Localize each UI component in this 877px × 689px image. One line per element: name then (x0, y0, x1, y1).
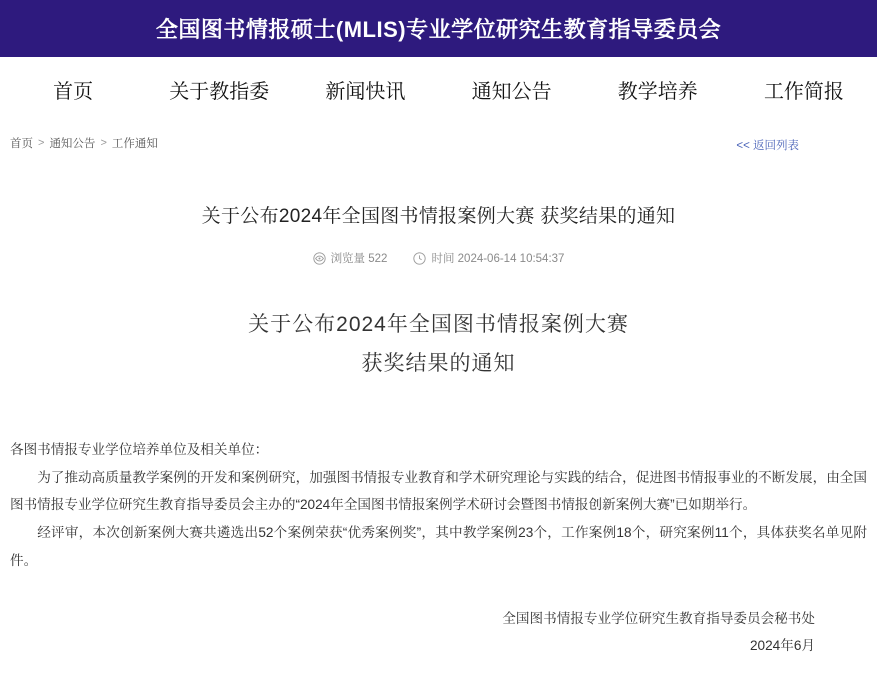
back-to-list-link[interactable]: << 返回列表 (736, 140, 799, 152)
document-title-line-1: 关于公布2024年全国图书情报案例大赛 (248, 313, 629, 336)
nav-item-news[interactable]: 新闻快讯 (325, 81, 406, 103)
document-paragraph-1: 各图书情报专业学位培养单位及相关单位： (10, 441, 269, 457)
document-body (10, 436, 867, 575)
document-paragraph-3: 经评审，本次创新案例大赛共遴选出52个案例荣获“优秀案例奖”，其中教学案例23个，工作案例18个，研究案例11个，具体获奖名单见附件。 (10, 525, 867, 569)
views-label: 浏览量 522 (330, 253, 388, 265)
breadcrumb-separator-icon: > (100, 137, 107, 149)
nav-item-bulletin[interactable]: 工作简报 (763, 81, 844, 103)
time-meta (413, 250, 564, 266)
nav-item-about[interactable]: 关于教指委 (169, 81, 270, 103)
breadcrumb (10, 135, 158, 151)
article-meta (10, 250, 867, 266)
breadcrumb-item-current: 工作通知 (111, 138, 158, 150)
document-paragraph-2: 为了推动高质量教学案例的开发和案例研究，加强图书情报专业教育和学术研究理论与实践的结合，促进图书情报事业的不断发展，由全国图书情报专业学位研究生教育指导委员会主办的“2024年全国图书情报案例学术研讨会暨图书情报创新案例大赛”已如期举行。 (10, 469, 867, 513)
main-nav (0, 57, 877, 123)
signature-date: 2024年6月 (750, 638, 815, 654)
eye-icon (313, 252, 326, 265)
document-title-line-2: 获奖结果的通知 (361, 351, 516, 375)
time-label: 时间 2024-06-14 10:54:37 (431, 253, 565, 265)
breadcrumb-item-home[interactable]: 首页 (10, 138, 33, 150)
site-header (0, 0, 877, 57)
views-meta (313, 250, 388, 266)
site-title: 全国图书情报硕士(MLIS)专业学位研究生教育指导委员会 (155, 17, 722, 42)
nav-item-home[interactable]: 首页 (53, 81, 94, 103)
page-title: 关于公布2024年全国图书情报案例大赛 获奖结果的通知 (201, 206, 676, 227)
article (0, 201, 877, 659)
signature-organization: 全国图书情报专业学位研究生教育指导委员会秘书处 (502, 610, 815, 626)
breadcrumb-separator-icon: > (38, 137, 45, 149)
nav-item-teaching[interactable]: 教学培养 (617, 81, 698, 103)
clock-icon (413, 252, 426, 265)
breadcrumb-item-notice[interactable]: 通知公告 (49, 138, 96, 150)
nav-item-notice[interactable]: 通知公告 (471, 81, 552, 103)
document-signature (10, 605, 867, 659)
breadcrumb-row (0, 123, 877, 157)
document-title (10, 306, 867, 384)
